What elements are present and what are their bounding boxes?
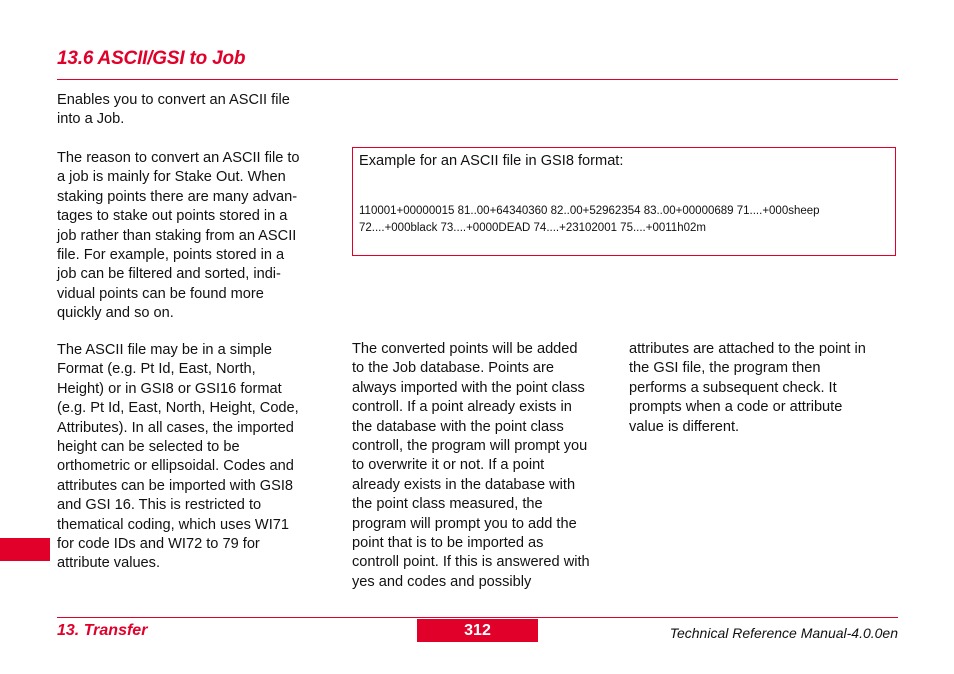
chapter-side-tab <box>0 538 50 561</box>
example-title: Example for an ASCII file in GSI8 format: <box>359 153 624 169</box>
reason-paragraph: The reason to convert an ASCII file to a job is mainly for Stake Out. When staking points there are many advan- tages to stake out points stored in a job rather than staking from an ASCII file. For example, points stored in a job can be filtered and sorted, indi- vidual points can be found more quickly and so on. <box>57 150 300 322</box>
intro-paragraph: Enables you to convert an ASCII file into a Job. <box>57 92 290 128</box>
format-paragraph: The ASCII file may be in a simple Format (e.g. Pt Id, East, North, Height) or in GSI8 or GSI16 format (e.g. Pt Id, East, North, Height, Code, Attributes). In all cases, the imported height can be selected to be orthometric or ellipsoidal. Codes and attributes can be imported with GSI8 and GSI 16. This is restricted to thematical coding, which uses WI71 for code IDs and WI72 to 79 for attribute values. <box>57 342 299 572</box>
footer-rule <box>57 617 898 618</box>
page-number: 312 <box>417 619 538 642</box>
example-box <box>352 147 896 256</box>
footer-manual-title: Technical Reference Manual-4.0.0en <box>669 625 898 641</box>
footer-chapter: 13. Transfer <box>57 622 148 639</box>
example-code: 110001+00000015 81..00+64340360 82..00+52962354 83..00+00000689 71....+000sheep 72....+000black 73....+0000DEAD 74....+23102001 75....+0011h02m <box>359 205 820 234</box>
converted-points-paragraph: The converted points will be added to the Job database. Points are always imported with the point class controll. If a point already exists in the database with the point class controll, the program will prompt you to overwrite it or not. If a point already exists in the database with the point class measured, the program will prompt you to add the point that is to be imported as controll point. If this is answered with yes and codes and possibly <box>352 341 590 590</box>
section-title: 13.6 ASCII/GSI to Job <box>57 48 246 69</box>
header-rule <box>57 79 898 80</box>
attributes-paragraph: attributes are attached to the point in the GSI file, the program then performs a subsequent check. It prompts when a code or attribute value is different. <box>629 341 866 435</box>
